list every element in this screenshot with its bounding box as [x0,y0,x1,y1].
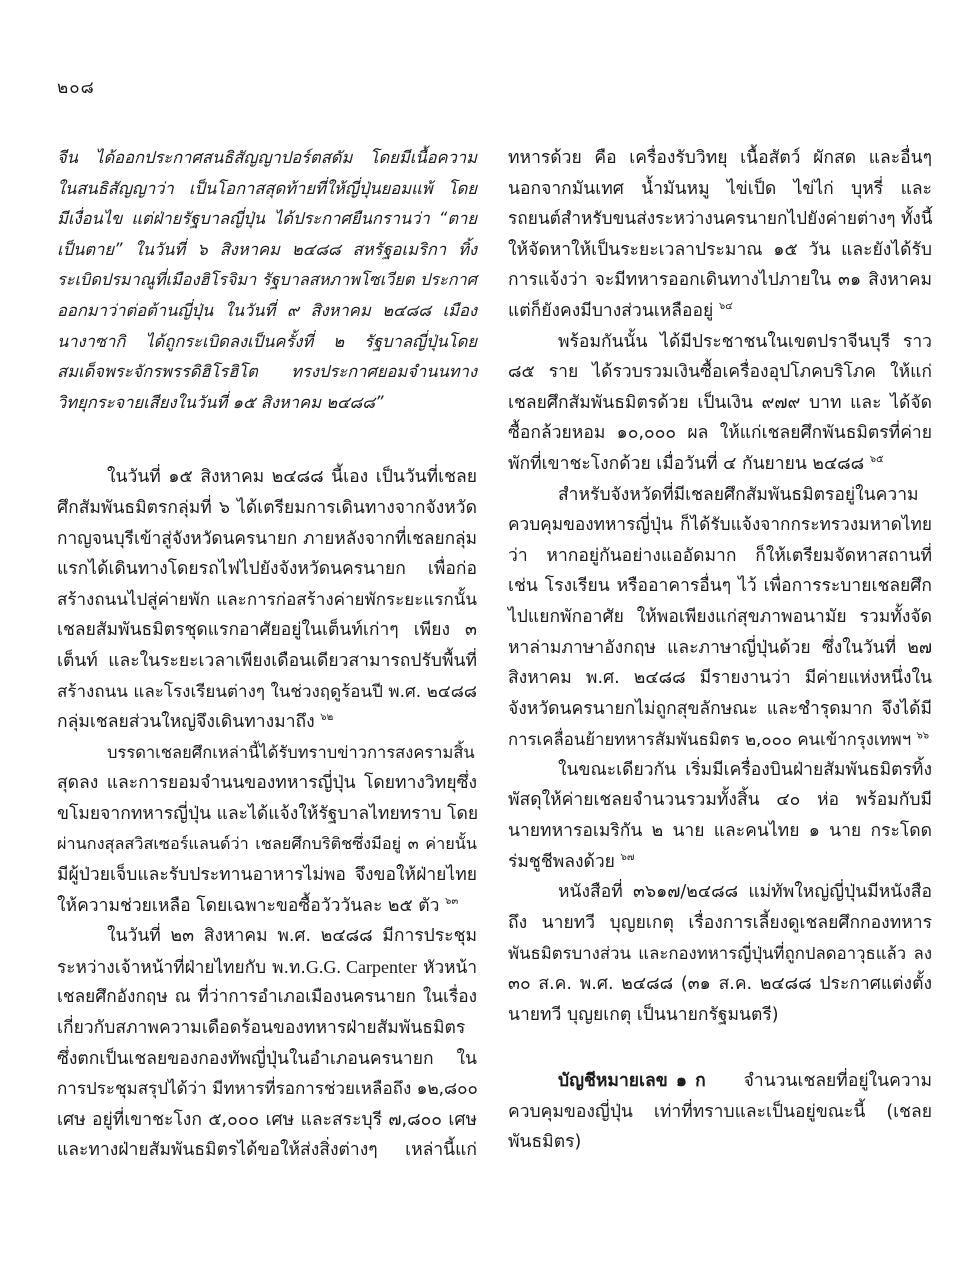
paragraph-line: ขโมยจากทหารญี่ปุ่น และได้แจ้งให้รัฐบาลไทยทราบ โดย [57,803,479,824]
page-number: ๒๐๘ [57,78,95,98]
paragraph-line: จังหวัดนครนายกไม่ถูกสุขลักษณะ และชำรุดมาก จึงได้มี [508,698,932,719]
paragraph-text: ร่มชูชีพลงด้วย [508,851,615,872]
paragraph [508,143,932,327]
paragraph-line: พันธมิตรบางส่วน และกองทหารญี่ปุ่นที่ถูกปลดอาวุธแล้ว ลง [508,943,932,964]
quote-line: วิทยุกระจายเสียงในวันที่ ๑๕ สิงหาคม ๒๔๘๘” [57,392,384,412]
paragraph-line: นายทหารอเมริกัน ๒ นาย และคนไทย ๑ นาย กระโดด [508,821,932,842]
paragraph-line [508,296,932,327]
paragraph-line: ว่า หากอยู่กันอย่างแออัดมาก ก็ให้เตรียมจัดหาสถานที่ [508,545,932,566]
paragraph-line: แรกได้เดินทางโดยรถไฟไปยังจังหวัดนครนายก เพื่อก่อ [57,559,477,580]
footnote-ref: ๖๓ [445,895,459,907]
paragraph-text: หัวหน้า [423,957,478,978]
paragraph-line: สร้างถนน และโรงเรียนต่างๆ ในช่วงฤดูร้อนปี พ.ศ. ๒๔๘๘ [57,681,477,702]
paragraph-line [508,1066,932,1097]
paragraph-line: นายทวี บุญยเกตุ เป็นนายกรัฐมนตรี) [508,1004,779,1025]
paragraph-text: กลุ่มเชลยส่วนใหญ่จึงเดินทางมาถึง [57,712,315,733]
paragraph-line: เกี่ยวกับสภาพความเดือดร้อนของทหารฝ่ายสัมพันธมิตร [57,1018,466,1039]
paragraph-line: สิงหาคม พ.ศ. ๒๔๘๘ มีรายงานว่า มีค่ายแห่งหนึ่งใน [508,668,932,689]
paragraph [57,921,477,1166]
paragraph-line: หาล่ามภาษาอังกฤษ และภาษาญี่ปุ่นด้วย ซึ่งในวันที่ ๒๗ [508,637,932,658]
paragraph-line: เต็นท์ และในระยะเวลาเพียงเดือนเดียวสามารถปรับพื้นที่ [57,650,477,671]
paragraph-line: ในวันที่ ๑๕ สิงหาคม ๒๔๘๘ นี้เอง เป็นวันที่เชลย [107,467,477,488]
footnote-ref: ๖๗ [620,851,635,863]
quote-line: นางาซากิ ได้ถูกระเบิดลงเป็นครั้งที่ ๒ รัฐบาลญี่ปุ่นโดย [57,331,477,351]
paragraph-line: ควบคุมของทหารญี่ปุ่น ก็ได้รับแจ้งจากกระทรวงมหาดไทย [508,515,932,536]
paragraph-line: สำหรับจังหวัดที่มีเชลยศึกสัมพันธมิตรอยู่ในความ [558,484,919,505]
paragraph-line [508,847,932,878]
paragraph-text: พักที่เขาชะโงกด้วย เมื่อวันที่ ๔ กันยายน ๒๔๘๘ [508,453,865,474]
quote-line: ในสนธิสัญญาว่า เป็นโอกาสสุดท้ายที่ให้ญี่ปุ่นยอมแพ้ โดย [57,178,477,198]
paragraph [57,462,477,737]
paragraph-line [57,952,477,983]
paragraph-line: ๓๐ ส.ค. พ.ศ. ๒๔๘๘ (๓๑ ส.ค. ๒๔๘๘ ประกาศแต่งตั้ง [508,974,932,995]
quote-line: เป็นตาย” ในวันที่ ๖ สิงหาคม ๒๔๘๘ สหรัฐอเมริกา ทิ้ง [57,239,477,259]
paragraph-text: แต่ก็ยังคงมีบางส่วนเหลืออยู่ [508,300,714,321]
quote-line: ระเบิดปรมาณูที่เมืองฮิโรจิมา รัฐบาลสหภาพโซเวียต ประกาศ [57,270,477,290]
paragraph-line: พัสดุให้ค่ายเชลยจำนวนรวมทั้งสิ้น ๔๐ ห่อ พร้อมกับมี [508,790,932,811]
paragraph-line: หนังสือที่ ๓๖๑๗/๒๔๘๘ แม่ทัพใหญ่ญี่ปุ่นมีหนังสือ [558,882,932,903]
paragraph [508,327,932,480]
paragraph-line: ผ่านกงสุลสวิสเซอร์แลนด์ว่า เชลยศึกบริติชซึ่งมีอยู่ ๓ ค่ายนั้น [57,834,477,854]
paragraph-line: นอกจากมันเทศ น้ำมันหมู ไข่เป็ด ไข่ไก่ บุหรี่ และ [508,178,932,199]
paragraph-line: และทางฝ่ายสัมพันธมิตรได้ขอให้ส่งสิ่งต่างๆ เหล่านี้แก่ [57,1140,477,1161]
footnote-ref: ๖๔ [718,301,733,313]
paragraph-line: เชลยศึกอังกฤษ ณ ที่ว่าการอำเภอเมืองนครนายก ในเรื่อง [57,987,477,1008]
left-column [57,143,477,1166]
paragraph [508,877,932,1030]
paragraph-line: ซื้อกล้วยหอม ๑๐,๐๐๐ ผล ให้แก่เชลยศึกพันธมิตรที่ค่าย [508,423,932,444]
paragraph-line: พร้อมกันนั้น ได้มีประชาชนในเขตปราจีนบุรี ราว [558,331,932,352]
quote-line: จีน ได้ออกประกาศสนธิสัญญาปอร์ตสดัม โดยมีเนื้อความ [57,148,477,167]
paragraph-line: ๘๕ ราย ได้รวบรวมเงินซื้อเครื่องอุปโภคบริโภค ให้แก่ [508,362,932,383]
paragraph-text: การเคลื่อนย้ายทหารสัมพันธมิตร ๒,๐๐๐ คนเข้ากรุงเทพฯ [508,729,912,750]
paragraph-line [508,449,932,480]
paragraph-text: ให้ความช่วยเหลือ โดยเฉพาะขอซื้อวัววันละ ๒๕ ตัว [57,895,440,916]
paragraph [57,738,477,922]
paragraph-line [508,724,932,755]
quote-block [57,143,477,418]
paragraph-text: ระหว่างเจ้าหน้าที่ฝ่ายไทยกับ พ.ท. [57,957,306,978]
footnote-ref: ๖๒ [320,712,334,724]
paragraph-line: ทหารด้วย คือ เครื่องรับวิทยุ เนื้อสัตว์ ผักสด และอื่นๆ [508,148,932,168]
paragraph-line: การประชุมสรุปได้ว่า มีทหารที่รอการช่วยเหลือถึง ๑๒,๘๐๐ [57,1079,478,1100]
paragraph-line: กาญจนบุรีเข้าสู่จังหวัดนครนายก ภายหลังจากที่เชลยกลุ่ม [57,528,477,549]
paragraph-line: ศึกสัมพันธมิตรกลุ่มที่ ๖ ได้เตรียมการเดินทางจากจังหวัด [57,497,477,518]
paragraph-line: ในขณะเดียวกัน เริ่มมีเครื่องบินฝ่ายสัมพันธมิตรทิ้ง [558,759,932,780]
quote-line: มีเงื่อนไข แต่ฝ่ายรัฐบาลญี่ปุ่น ได้ประกาศยืนกรานว่า “ตาย [57,209,477,229]
paragraph-line: เช่น โรงเรียน หรืออาคารอื่นๆ ไว้ เพื่อการระบายเชลยศึก [508,576,932,597]
paragraph-line: พันธมิตร) [508,1132,582,1153]
paragraph-line: ไปแยกพักอาศัย ให้พอเพียงแก่สุขภาพอนามัย รวมทั้งจัด [508,606,932,627]
paragraph-line: ให้จัดหาให้เป็นระยะเวลาประมาณ ๑๕ วัน และยังได้รับ [508,239,932,260]
paragraph-line: ถึง นายทวี บุญยเกตุ เรื่องการเลี้ยงดูเชลยศึกกองทหาร [508,912,932,933]
footnote-ref: ๖๕ [869,454,884,466]
paragraph [508,755,932,877]
quote-line: ออกมาว่าต่อต้านญี่ปุ่น ในวันที่ ๙ สิงหาคม ๒๔๘๘ เมือง [57,300,477,320]
paragraph-line: มีผู้ป่วยเจ็บและรับประทานอาหารไม่พอ จึงขอให้ฝ่ายไทย [57,865,477,886]
right-column [508,143,932,1158]
paragraph [508,480,932,755]
paragraph-line: สร้างถนนไปสู่ค่ายพัก และการก่อสร้างค่ายพักระยะแรกนั้น [57,589,477,610]
paragraph-line: เชลยศึกสัมพันธมิตรด้วย เป็นเงิน ๙๗๙ บาท และ ได้จัด [508,392,932,413]
paragraph-line: เศษ อยู่ที่เขาชะโงก ๕,๐๐๐ เศษ และสระบุรี ๗,๘๐๐ เศษ [57,1109,477,1130]
paragraph-line: สุดลง และการยอมจำนนของทหารญี่ปุ่น โดยทางวิทยุซึ่ง [57,773,477,794]
paragraph-line: การแจ้งว่า จะมีทหารออกเดินทางไปภายใน ๓๑ สิงหาคม [508,270,932,291]
list-heading: บัญชีหมายเลข ๑ ก [558,1071,706,1092]
person-name: G.G. Carpenter [305,956,417,977]
paragraph-line [57,707,477,738]
quote-line: สมเด็จพระจักรพรรดิฮิโรฮิโต ทรงประกาศยอมจำนนทาง [57,362,477,382]
paragraph-line: ในวันที่ ๒๓ สิงหาคม พ.ศ. ๒๔๘๘ มีการประชุม [107,926,477,947]
paragraph-line: รถยนต์สำหรับขนส่งระหว่างนครนายกไปยังค่ายต่างๆ ทั้งนี้ [508,209,933,230]
footnote-ref: ๖๖ [916,730,930,742]
paragraph-line: ควบคุมของญี่ปุ่น เท่าที่ทราบและเป็นอยู่ขณะนี้ (เชลย [508,1101,932,1122]
paragraph-text: จำนวนเชลยที่อยู่ในความ [743,1071,932,1092]
paragraph-line [57,891,477,922]
list-caption [508,1066,932,1158]
paragraph-line: ซึ่งตกเป็นเชลยของกองทัพญี่ปุ่นในอำเภอนครนายก ใน [57,1048,477,1069]
paragraph-line: บรรดาเชลยศึกเหล่านี้ได้รับทราบข่าวการสงครามสิ้น [107,742,475,762]
paragraph-line: เชลยสัมพันธมิตรชุดแรกอาศัยอยู่ในเต็นท์เก่าๆ เพียง ๓ [57,620,477,641]
